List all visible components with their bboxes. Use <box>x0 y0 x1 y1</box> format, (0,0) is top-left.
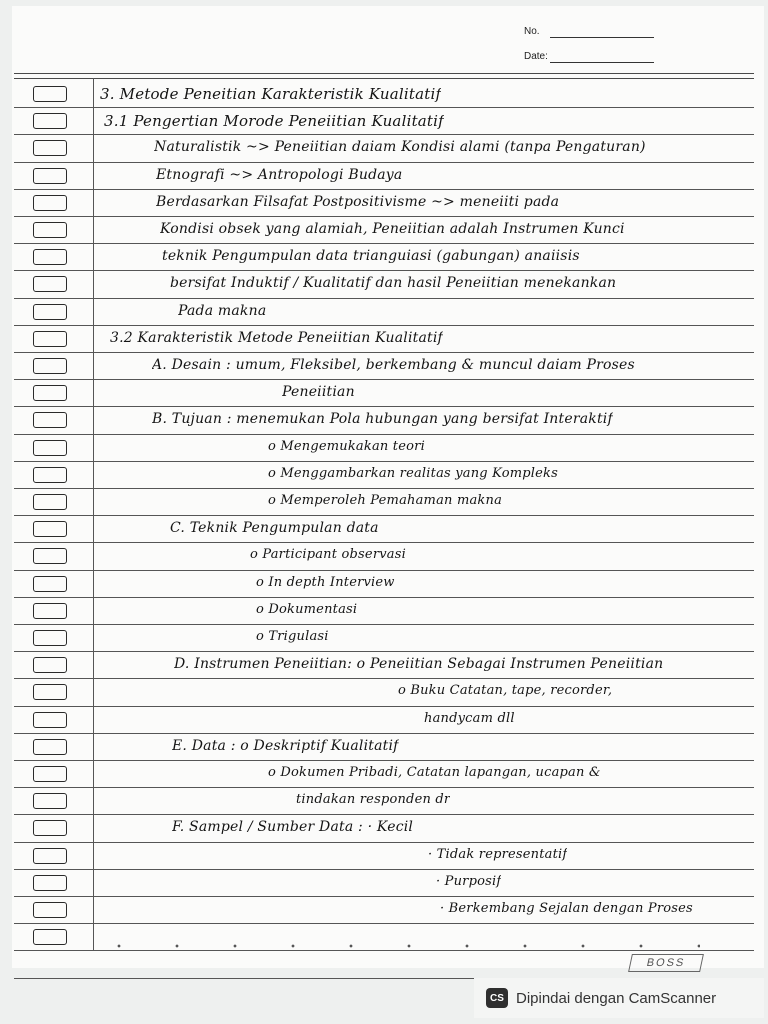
ruled-line <box>14 379 754 380</box>
ruled-line <box>14 597 754 598</box>
ruled-line <box>14 107 754 108</box>
note-line: 3.1 Pengertian Morode Peneiitian Kualitatif <box>104 112 444 131</box>
note-line: Naturalistik ~> Peneiitian daiam Kondisi alami (tanpa Pengaturan) <box>154 139 646 156</box>
note-line: Pada makna <box>178 302 267 319</box>
margin-line <box>93 78 94 950</box>
note-line: F. Sampel / Sumber Data : · Kecil <box>172 819 414 836</box>
checkbox[interactable] <box>33 440 67 456</box>
ruled-line <box>14 814 754 815</box>
ruled-line <box>14 434 754 435</box>
checkbox[interactable] <box>33 494 67 510</box>
checkbox[interactable] <box>33 875 67 891</box>
checkbox[interactable] <box>33 358 67 374</box>
checkbox[interactable] <box>33 113 67 129</box>
ruled-line <box>14 624 754 625</box>
checkbox[interactable] <box>33 304 67 320</box>
note-line: 3. Metode Peneitian Karakteristik Kualitatif <box>100 85 442 103</box>
checkbox[interactable] <box>33 385 67 401</box>
header-date <box>524 51 548 62</box>
ruled-line <box>14 134 754 135</box>
note-line: o In depth Interview <box>256 574 395 590</box>
note-line: o Trigulasi <box>256 629 329 644</box>
note-line: o Buku Catatan, tape, recorder, <box>398 683 613 699</box>
checkbox[interactable] <box>33 222 67 238</box>
checkbox[interactable] <box>33 902 67 918</box>
checkbox[interactable] <box>33 630 67 646</box>
note-line: C. Teknik Pengumpulan data <box>170 520 379 537</box>
note-line: E. Data : o Deskriptif Kualitatif <box>172 737 399 754</box>
note-line: B. Tujuan : menemukan Pola hubungan yang bersifat Interaktif <box>152 411 613 428</box>
ruled-line <box>14 488 754 489</box>
ruled-line <box>14 162 754 163</box>
ruled-line <box>14 542 754 543</box>
ruled-line <box>14 706 754 707</box>
ruled-line <box>14 243 754 244</box>
ruled-line <box>14 678 754 679</box>
ruled-line <box>14 216 754 217</box>
checkbox[interactable] <box>33 548 67 564</box>
checkbox[interactable] <box>33 603 67 619</box>
checkbox[interactable] <box>33 793 67 809</box>
checkbox[interactable] <box>33 331 67 347</box>
note-line: o Mengemukakan teori <box>268 438 425 454</box>
checkbox[interactable] <box>33 657 67 673</box>
note-line: o Menggambarkan realitas yang Kompleks <box>268 465 558 481</box>
note-line: Berdasarkan Filsafat Postpositivisme ~> meneiiti pada <box>156 193 560 210</box>
checkbox[interactable] <box>33 848 67 864</box>
ruled-line <box>14 923 754 924</box>
header-no <box>524 26 540 37</box>
footer-dots <box>90 943 700 949</box>
ruled-line <box>14 325 754 326</box>
note-line: o Dokumentasi <box>256 601 358 617</box>
ruled-line <box>14 896 754 897</box>
ruled-line <box>14 733 754 734</box>
note-line: o Memperoleh Pemahaman makna <box>268 493 503 508</box>
boss-stamp: BOSS <box>628 954 704 972</box>
ruled-line <box>14 950 754 951</box>
checkbox[interactable] <box>33 140 67 156</box>
checkbox[interactable] <box>33 684 67 700</box>
note-line: D. Instrumen Peneiitian: o Peneiitian Sebagai Instrumen Peneiitian <box>174 656 664 673</box>
top-rule <box>14 73 754 74</box>
camscanner-watermark <box>474 978 764 1018</box>
ruled-line <box>14 270 754 271</box>
checkbox[interactable] <box>33 467 67 483</box>
ruled-line <box>14 869 754 870</box>
no-underline <box>550 37 654 38</box>
date-label: Date: <box>524 51 548 62</box>
checkbox[interactable] <box>33 195 67 211</box>
camscanner-logo-icon: CS <box>486 988 508 1008</box>
checkbox[interactable] <box>33 249 67 265</box>
checkbox[interactable] <box>33 412 67 428</box>
ruled-line <box>14 461 754 462</box>
ruled-line <box>14 570 754 571</box>
note-line: 3.2 Karakteristik Metode Peneiitian Kualitatif <box>110 329 443 346</box>
note-line: · Berkembang Sejalan dengan Proses <box>440 901 693 916</box>
ruled-line <box>14 515 754 516</box>
no-label: No. <box>524 26 540 37</box>
ruled-line <box>14 189 754 190</box>
note-line: teknik Pengumpulan data trianguiasi (gabungan) anaiisis <box>162 248 580 265</box>
ruled-line <box>14 651 754 652</box>
checkbox[interactable] <box>33 276 67 292</box>
checkbox[interactable] <box>33 820 67 836</box>
note-line: bersifat Induktif / Kualitatif dan hasil Peneiitian menekankan <box>170 275 617 292</box>
ruled-line <box>14 787 754 788</box>
note-line: Kondisi obsek yang alamiah, Peneiitian adalah Instrumen Kunci <box>160 221 625 237</box>
checkbox[interactable] <box>33 576 67 592</box>
note-line: · Tidak representatif <box>428 846 568 862</box>
ruled-line <box>14 298 754 299</box>
checkbox[interactable] <box>33 521 67 537</box>
note-line: A. Desain : umum, Fleksibel, berkembang & muncul daiam Proses <box>152 357 635 373</box>
note-line: · Purposif <box>436 873 502 889</box>
note-line: o Participant observasi <box>250 547 406 563</box>
checkbox[interactable] <box>33 712 67 728</box>
checkbox[interactable] <box>33 766 67 782</box>
camscanner-text: Dipindai dengan CamScanner <box>516 989 717 1007</box>
checkbox[interactable] <box>33 168 67 184</box>
date-underline <box>550 62 654 63</box>
ruled-line <box>14 406 754 407</box>
note-line: handycam dll <box>424 710 515 726</box>
checkbox[interactable] <box>33 739 67 755</box>
ruled-line <box>14 842 754 843</box>
checkbox[interactable] <box>33 86 67 102</box>
checkbox[interactable] <box>33 929 67 945</box>
note-line: Peneiitian <box>282 384 355 401</box>
note-line: o Dokumen Pribadi, Catatan lapangan, ucapan & <box>268 765 601 780</box>
ruled-line <box>14 352 754 353</box>
note-line: tindakan responden dr <box>296 792 451 808</box>
top-rule-2 <box>14 78 754 79</box>
note-line: Etnografi ~> Antropologi Budaya <box>156 166 403 183</box>
ruled-line <box>14 760 754 761</box>
